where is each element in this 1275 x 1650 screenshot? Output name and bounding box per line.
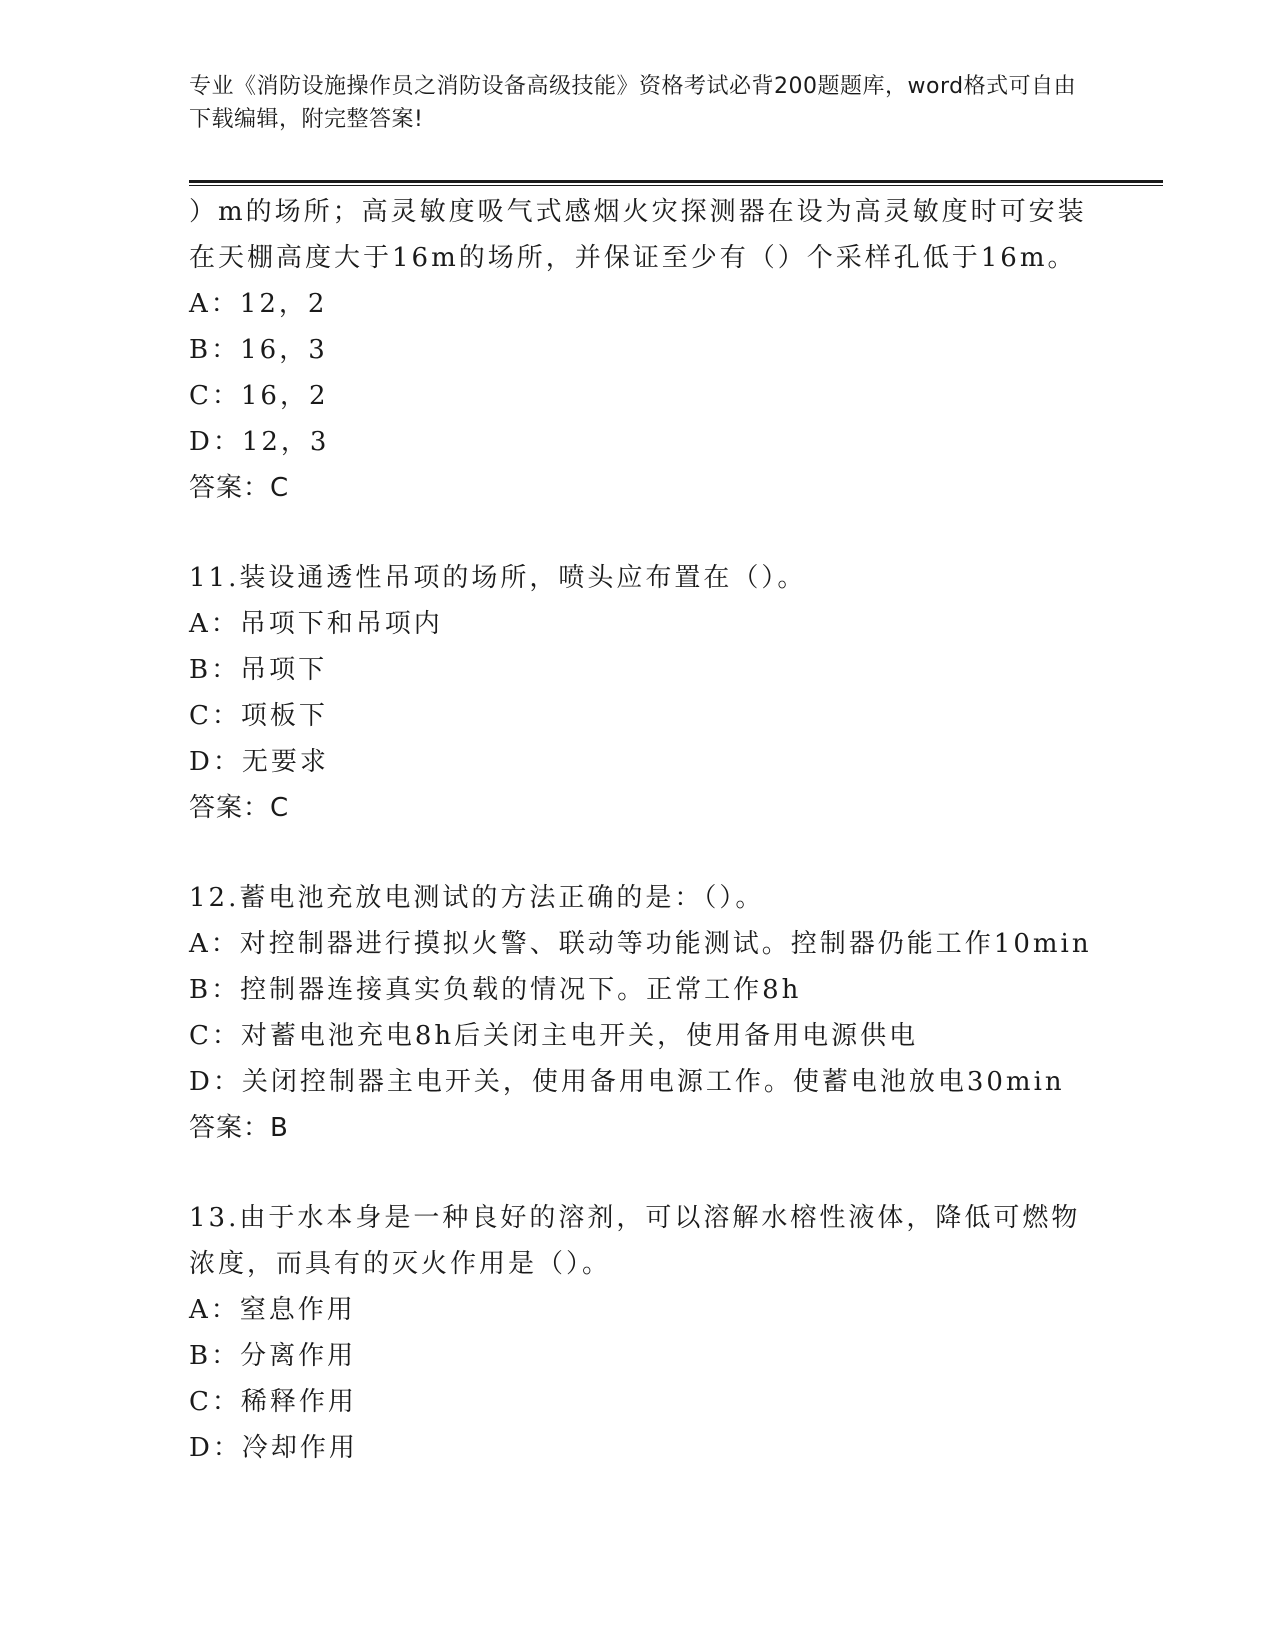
option-b: B：吊项下 xyxy=(189,655,328,685)
option-a: A：吊项下和吊项内 xyxy=(189,609,443,639)
question-12 xyxy=(189,875,1149,1151)
question-text-line: 浓度，而具有的灭火作用是（）。 xyxy=(189,1249,612,1279)
question-spacer xyxy=(189,1151,1149,1195)
question-continued xyxy=(189,189,1149,511)
page-header: 专业《消防设施操作员之消防设备高级技能》资格考试必背200题题库，word格式可自由下载编辑，附完整答案! xyxy=(189,74,1077,132)
option-a: A：对控制器进行摸拟火警、联动等功能测试。控制器仍能工作10min xyxy=(189,929,1092,959)
option-d: D：无要求 xyxy=(189,747,329,777)
question-text-line: 13.由于水本身是一种良好的溶剂，可以溶解水榕性液体，降低可燃物 xyxy=(189,1203,1081,1233)
option-d: D：关闭控制器主电开关，使用备用电源工作。使蓄电池放电30min xyxy=(189,1067,1065,1097)
header-divider-thin xyxy=(189,185,1163,186)
option-b: B：16，3 xyxy=(189,335,328,365)
option-c: C：稀释作用 xyxy=(189,1387,357,1417)
question-text-line: ）m的场所；高灵敏度吸气式感烟火灾探测器在设为高灵敏度时可安装 xyxy=(189,197,1087,227)
question-13 xyxy=(189,1195,1149,1471)
option-b: B：分离作用 xyxy=(189,1341,357,1371)
option-c: C：项板下 xyxy=(189,701,328,731)
option-c: C：对蓄电池充电8h后关闭主电开关，使用备用电源供电 xyxy=(189,1021,919,1051)
question-text-line: 在天棚高度大于16m的场所，并保证至少有（）个采样孔低于16m。 xyxy=(189,243,1077,273)
question-spacer xyxy=(189,511,1149,555)
header-divider-thick xyxy=(189,180,1163,183)
question-11 xyxy=(189,555,1149,831)
question-spacer xyxy=(189,831,1149,875)
answer-label: 答案：C xyxy=(189,793,290,823)
option-a: A：窒息作用 xyxy=(189,1295,356,1325)
question-content xyxy=(189,189,1149,1471)
question-text-line: 12.蓄电池充放电测试的方法正确的是：（）。 xyxy=(189,883,765,913)
answer-label: 答案：B xyxy=(189,1113,289,1143)
option-d: D：12，3 xyxy=(189,427,330,457)
option-c: C：16，2 xyxy=(189,381,329,411)
question-text-line: 11.装设通透性吊项的场所，喷头应布置在（）。 xyxy=(189,563,807,593)
option-a: A：12，2 xyxy=(189,289,328,319)
option-b: B：控制器连接真实负载的情况下。正常工作8h xyxy=(189,975,802,1005)
answer-label: 答案：C xyxy=(189,473,290,503)
option-d: D：冷却作用 xyxy=(189,1433,358,1463)
